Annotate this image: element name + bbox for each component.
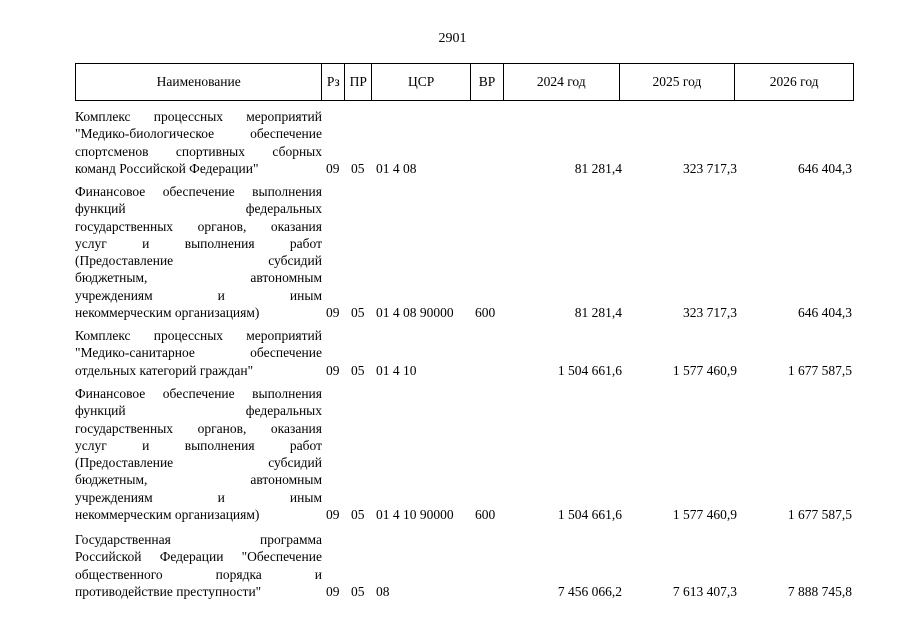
row-rz: 09 — [326, 304, 340, 320]
row-csr: 01 4 08 90000 — [376, 304, 454, 320]
row-rz: 09 — [326, 160, 340, 176]
row-2025: 323 717,3 — [683, 304, 737, 320]
name-line: команд Российской Федерации" — [75, 160, 259, 176]
header-name: Наименование — [76, 64, 322, 100]
name-line: функций федеральных — [75, 201, 322, 217]
name-line: Финансовое обеспечение выполнения — [75, 386, 322, 401]
name-line: (Предоставление субсидий — [75, 455, 322, 471]
name-line: услуг и выполнения работ — [75, 235, 322, 251]
row-2024: 81 281,4 — [574, 160, 622, 176]
row-name — [75, 108, 322, 177]
row-name — [75, 531, 322, 600]
row-pr: 05 — [351, 362, 365, 378]
name-line: Финансовое обеспечение выполнения — [75, 184, 322, 199]
name-line: отдельных категорий граждан" — [75, 362, 254, 378]
row-2026: 646 404,3 — [798, 304, 852, 320]
row-2026: 1 677 587,5 — [787, 362, 852, 378]
name-line: Комплекс процессных мероприятий — [75, 328, 322, 343]
row-rz: 09 — [326, 362, 340, 378]
name-line: "Медико-санитарное обеспечение — [75, 345, 322, 361]
row-2024: 7 456 066,2 — [557, 583, 622, 599]
row-pr: 05 — [351, 506, 365, 522]
row-csr: 08 — [376, 583, 390, 599]
row-pr: 05 — [351, 583, 365, 599]
name-line: спортсменов спортивных сборных — [75, 143, 322, 159]
row-pr: 05 — [351, 160, 365, 176]
row-pr: 05 — [351, 304, 365, 320]
row-2024: 81 281,4 — [574, 304, 622, 320]
name-line: услуг и выполнения работ — [75, 437, 322, 453]
name-line: Государственная программа — [75, 532, 322, 547]
row-2026: 646 404,3 — [798, 160, 852, 176]
name-line: общественного порядка и — [75, 566, 322, 582]
table-header — [75, 63, 854, 101]
header-vr: ВР — [471, 64, 504, 100]
table-row — [75, 531, 854, 600]
name-line: бюджетным, автономным — [75, 472, 322, 488]
row-2026: 7 888 745,8 — [787, 583, 852, 599]
row-2025: 7 613 407,3 — [672, 583, 737, 599]
row-name — [75, 183, 322, 321]
name-line: бюджетным, автономным — [75, 270, 322, 286]
name-line: некоммерческим организациям) — [75, 305, 260, 321]
name-line: государственных органов, оказания — [75, 420, 322, 436]
name-line: "Медико-биологическое обеспечение — [75, 126, 322, 142]
name-line: противодействие преступности" — [75, 583, 262, 599]
row-name — [75, 385, 322, 523]
header-2024: 2024 год — [504, 64, 620, 100]
name-line: государственных органов, оказания — [75, 218, 322, 234]
name-line: Комплекс процессных мероприятий — [75, 109, 322, 124]
row-2025: 323 717,3 — [683, 160, 737, 176]
row-vr: 600 — [475, 506, 496, 522]
header-2025: 2025 год — [620, 64, 736, 100]
row-csr: 01 4 10 — [376, 362, 417, 378]
name-line: (Предоставление субсидий — [75, 253, 322, 269]
header-pr: ПР — [345, 64, 372, 100]
name-line: учреждениям и иным — [75, 287, 322, 303]
header-rz: Рз — [322, 64, 345, 100]
page-number: 2901 — [438, 31, 467, 46]
row-2024: 1 504 661,6 — [557, 362, 622, 378]
row-2025: 1 577 460,9 — [672, 362, 737, 378]
name-line: Российской Федерации "Обеспечение — [75, 549, 322, 565]
table-row — [75, 327, 854, 379]
row-name — [75, 327, 322, 379]
row-rz: 09 — [326, 583, 340, 599]
table-row — [75, 385, 854, 523]
row-2024: 1 504 661,6 — [557, 506, 622, 522]
name-line: некоммерческим организациям) — [75, 507, 260, 523]
row-2026: 1 677 587,5 — [787, 506, 852, 522]
row-csr: 01 4 08 — [376, 160, 417, 176]
header-2026: 2026 год — [769, 74, 819, 89]
name-line: функций федеральных — [75, 403, 322, 419]
table-row — [75, 108, 854, 177]
row-2025: 1 577 460,9 — [672, 506, 737, 522]
header-csr: ЦСР — [372, 64, 471, 100]
row-vr: 600 — [475, 304, 496, 320]
name-line: учреждениям и иным — [75, 489, 322, 505]
table-row — [75, 183, 854, 321]
row-rz: 09 — [326, 506, 340, 522]
row-csr: 01 4 10 90000 — [376, 506, 454, 522]
